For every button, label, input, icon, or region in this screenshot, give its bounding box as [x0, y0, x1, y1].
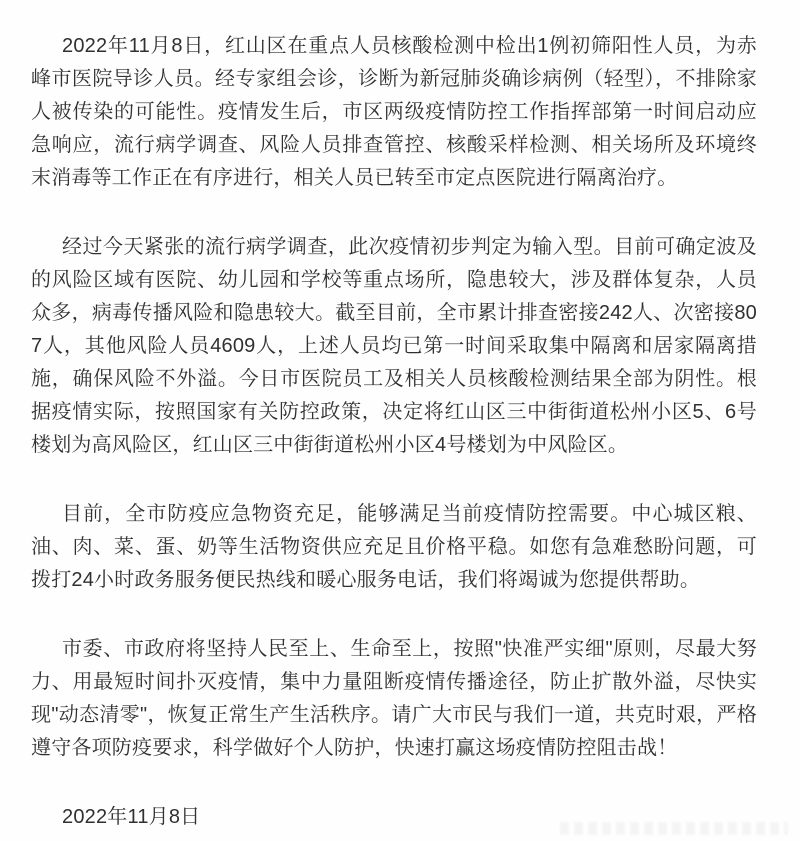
paragraph-epidemiology-risk-zones: 经过今天紧张的流行病学调查，此次疫情初步判定为输入型。目前可确定波及的风险区域有医院、幼儿园和学校等重点场所，隐患较大，涉及群体复杂，人员众多，病毒传播风险和隐患较大。截至目前，全市累计排查密接242人、次密接807人，其他风险人员4609人，上述人员均已第一时间采取集中隔离和居家隔离措施，确保风险不外溢。今日市医院员工及相关人员核酸检测结果全部为阴性。根据疫情实际，按照国家有关防控政策，决定将红山区三中街街道松州小区5、6号楼划为高风险区，红山区三中街街道松州小区4号楼划为中风险区。 [31, 236, 757, 456]
paragraph-supplies-hotline: 目前，全市防疫应急物资充足，能够满足当前疫情防控需要。中心城区粮、油、肉、菜、蛋、奶等生活物资供应充足且价格平稳。如您有急难愁盼问题，可拨打24小时政务服务便民热线和暖心服务电话，我们将竭诚为您提供帮助。 [31, 503, 757, 591]
paragraph-case-report: 2022年11月8日，红山区在重点人员核酸检测中检出1例初筛阳性人员，为赤峰市医院导诊人员。经专家组会诊，诊断为新冠肺炎确诊病例（轻型），不排除家人被传染的可能性。疫情发生后，市区两级疫情防控工作指挥部第一时间启动应急响应，流行病学调查、风险人员排查管控、核酸采样检测、相关场所及环境终末消毒等工作正在有序进行，相关人员已转至市定点医院进行隔离治疗。 [31, 35, 757, 189]
paragraph-government-commitment: 市委、市政府将坚持人民至上、生命至上，按照"快准严实细"原则，尽最大努力、用最短时间扑灭疫情，集中力量阻断疫情传播途径，防止扩散外溢，尽快实现"动态清零"，恢复正常生产生活秩序。请广大市民与我们一道，共克时艰，严格遵守各项防疫要求，科学做好个人防护，快速打赢这场疫情防控阻击战！ [31, 638, 757, 759]
date-line: 2022年11月8日 [62, 806, 201, 828]
